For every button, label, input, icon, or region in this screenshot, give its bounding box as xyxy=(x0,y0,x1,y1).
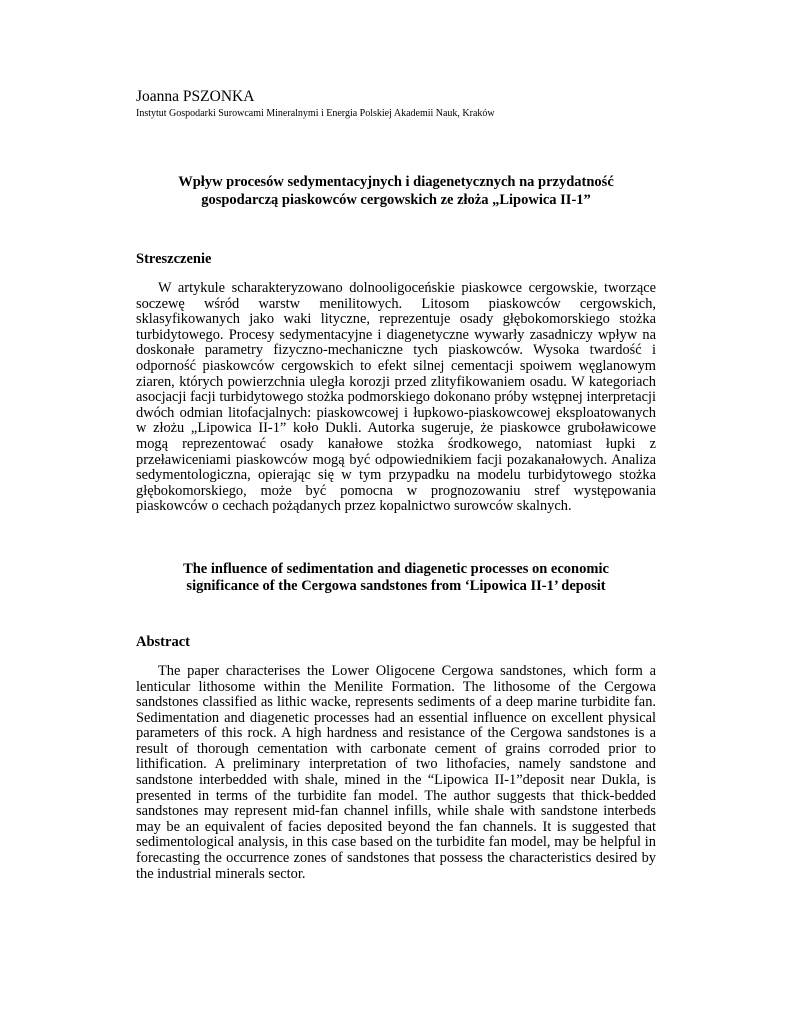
author-name: Joanna PSZONKA xyxy=(136,88,255,105)
english-abstract-heading: Abstract xyxy=(136,633,190,650)
polish-title-line-2: gospodarczą piaskowców cergowskich ze złoża „Lipowica II-1” xyxy=(201,191,591,208)
english-title-line-2: significance of the Cergowa sandstones from ‘Lipowica II-1’ deposit xyxy=(186,578,606,595)
polish-title-line-1: Wpływ procesów sedymentacyjnych i diagenetycznych na przydatność xyxy=(178,174,614,190)
polish-abstract-heading: Streszczenie xyxy=(136,251,212,267)
polish-abstract-text: W artykule scharakteryzowano dolnooligoceńskie piaskowce cergowskie, tworzące soczewę wśród warstw menilitowych. Litosom piaskowców cergowskich, sklasyfikowanych jako waki lityczne, reprezentuje osady głębokomorskiego stożka turbidytowego. Procesy sedymentacyjne i diagenetyczne wywarły zasadniczy wpływ na doskonałe parametry fizyczno-mechaniczne tych piaskowców. Wysoka twardość i odporność piaskowców cergowskich to efekt silnej cementacji spoiwem węglanowym ziaren, których powierzchnia uległa korozji przed zlityfikowaniem osadu. W kategoriach asocjacji facji turbidytowego stożka podmorskiego dokonano próby wstępnej interpretacji dwóch odmian litofacjalnych: piaskowcowej i łupkowo-piaskowcowej eksploatowanych w złożu „Lipowica II-1” koło Dukli. Autorka sugeruje, że piaskowce gruboławicowe mogą reprezentować osady kanałowe stożka środkowego, natomiast łupki z przeławiceniami piaskowców mogą być odpowiednikiem facji pozakanałowych. Analiza sedymentologiczna, opierając się w tym przypadku na modelu turbidytowego stożka głębokomorskiego, może być pomocna w prognozowaniu stref występowania piaskowców o cechach pożądanych przez kopalnictwo surowców skalnych. xyxy=(136,280,656,515)
author-affiliation: Instytut Gospodarki Surowcami Mineralnymi i Energia Polskiej Akademii Nauk, Kraków xyxy=(136,108,495,119)
paper-page xyxy=(136,88,656,882)
english-title-line-1: The influence of sedimentation and diagenetic processes on economic xyxy=(183,560,609,577)
english-title xyxy=(136,561,656,596)
english-abstract-text: The paper characterises the Lower Oligocene Cergowa sandstones, which form a lenticular lithosome within the Menilite Formation. The lithosome of the Cergowa sandstones classified as lithic wacke, represents sediments of a deep marine turbidite fan. Sedimentation and diagenetic processes had an essential influence on excellent physical parameters of this rock. A high hardness and resistance of the Cergowa sandstones is a result of thorough cementation with carbonate cement of grains corroded prior to lithification. A preliminary interpretation of two lithofacies, namely sandstone and sandstone interbedded with shale, mined in the “Lipowica II-1”deposit near Dukla, is presented in terms of the turbidite fan model. The author suggests that thick-bedded sandstones may represent mid-fan channel infills, while shale with sandstone interbeds may be an equivalent of facies deposited beyond the fan channels. It is suggested that sedimentological analysis, in this case based on the turbidite fan model, may be helpful in forecasting the occurrence zones of sandstones that possess the characteristics desired by the industrial minerals sector. xyxy=(136,662,656,882)
polish-title xyxy=(136,174,656,209)
